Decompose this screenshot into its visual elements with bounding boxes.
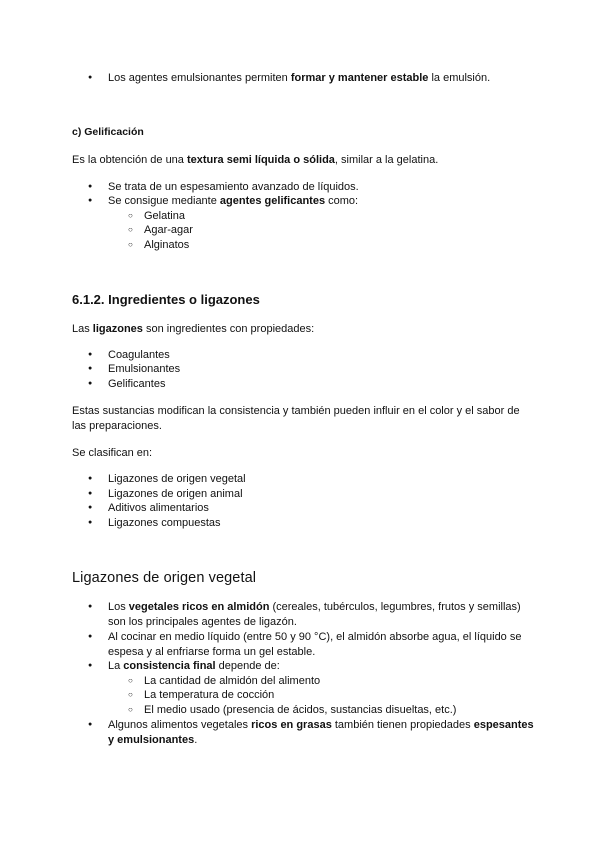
ligazones-intro [72,322,532,337]
bullet-text [108,600,538,629]
text: Se consigue mediante [108,195,220,207]
gelificacion-definition [72,153,532,168]
bold-text: formar y mantener estable [290,72,429,84]
bullet-text: ● Ligazones de origen vegetal [108,473,246,485]
bold-text: agentes gelificantes [219,195,326,207]
vegetal-heading: Ligazones de origen vegetal [72,570,257,586]
vegetal-bullet [88,659,538,674]
bold-text: consistencia final [123,660,216,672]
bullet-text: ● Gelificantes [108,378,166,390]
agent-item [128,223,528,238]
factor-item [128,703,528,718]
text: como: [325,195,359,207]
bullet-text: ● Ligazones de origen animal [108,488,243,500]
bullet-text: ● Ligazones compuestas [108,517,221,529]
sub-text: ○ El medio usado (presencia de ácidos, sustancias disueltas, etc.) [144,704,457,716]
vegetal-bullet [88,718,538,747]
gelificacion-heading: c) Gelificación [72,126,144,138]
bold-text: ligazones [92,323,143,335]
bullet-text: ● Coagulantes [108,349,170,361]
sub-text: ○ Alginatos [144,239,190,251]
sub-text: ○ La temperatura de cocción [144,689,275,701]
gelificacion-bullet [88,194,538,209]
text: depende de: [215,660,280,672]
text: La [108,660,124,672]
bullet-text: ● Al cocinar en medio líquido (entre 50 y 90 °C), el almidón absorbe agua, el líquido se espesa y al enfriarse forma un gel estable. [108,631,522,658]
property-item [88,377,538,392]
text: también tienen propiedades [331,719,474,731]
gelificacion-bullet [88,180,538,195]
section-heading-ligazones: 6.1.2. Ingredientes o ligazones [72,292,260,307]
property-item [88,348,538,363]
sub-text: ○ La cantidad de almidón del alimento [144,675,321,687]
text: (cereales, tubérculos, legumbres, frutos y semillas) son los principales agentes de ligazón. [108,601,521,628]
bullet-text [108,718,538,747]
bullet-text: ● Se trata de un espesamiento avanzado de líquidos. [108,181,359,193]
bullet-text [108,71,538,86]
text: , similar a la gelatina. [334,154,439,166]
vegetal-bullet [88,630,538,659]
bullet-text [108,194,538,209]
text: Algunos alimentos vegetales [108,719,252,731]
text: Los agentes emulsionantes permiten [108,72,291,84]
bold-text: ricos en grasas [251,719,332,731]
text: Las [72,323,93,335]
text: Los [108,601,129,613]
class-item [88,501,538,516]
sub-text: ○ Gelatina [144,210,185,222]
vegetal-bullet [88,600,538,629]
bullet-text: ● Aditivos alimentarios [108,502,209,514]
ligazones-effects: Estas sustancias modifican la consistencia y también pueden influir en el color y el sabor de las preparaciones. [72,405,520,432]
agent-item [128,209,528,224]
text: son ingredientes con propiedades: [142,323,315,335]
property-item [88,362,538,377]
agent-item [128,238,528,253]
bullet-text: ● Emulsionantes [108,363,181,375]
factor-item [128,688,528,703]
class-item [88,472,538,487]
bold-text: vegetales ricos en almidón [128,601,270,613]
text: Es la obtención de una [72,154,187,166]
factor-item [128,674,528,689]
emulsion-bullet [88,71,538,86]
bold-text: espesantes y emulsionantes [108,719,534,746]
class-item [88,487,538,502]
text: . [194,733,198,746]
bold-text: textura semi líquida o sólida [186,154,335,166]
class-item [88,516,538,531]
classify-intro: Se clasifican en: [72,447,153,459]
text: la emulsión. [428,72,491,84]
sub-text: ○ Agar-agar [144,224,193,236]
bullet-text [108,659,538,674]
